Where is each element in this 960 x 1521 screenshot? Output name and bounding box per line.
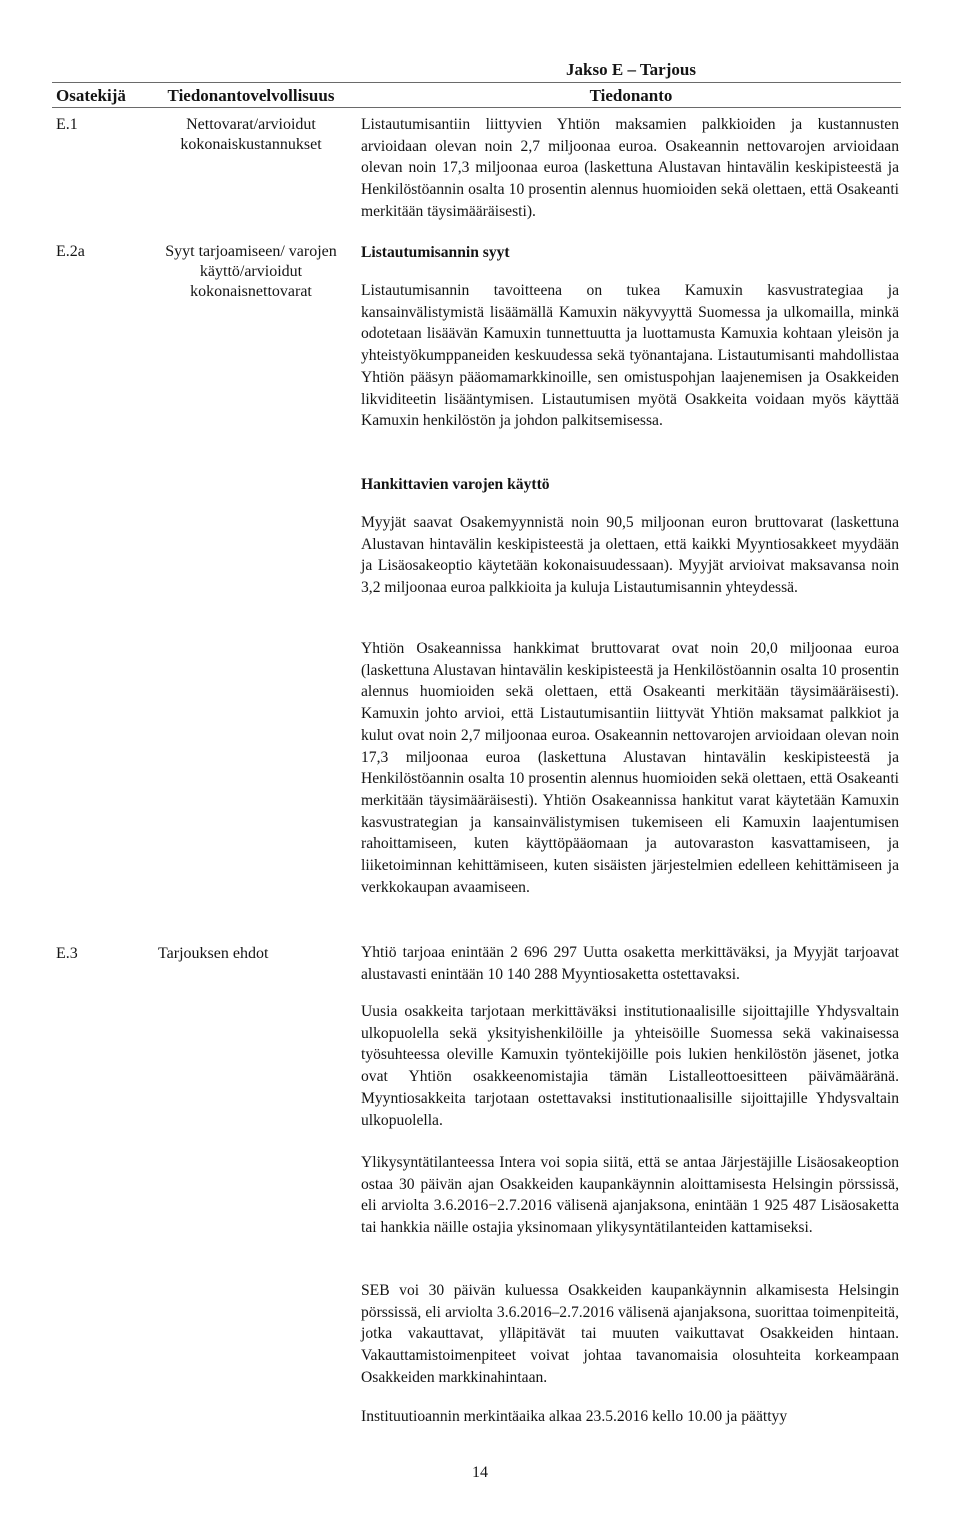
element-label-e2a: Syyt tarjoamiseen/ varojen käyttö/arvioidut kokonaisnettovarat: [165, 243, 337, 300]
column-header-tiedonanto: Tiedonanto: [589, 86, 673, 105]
element-label-e3: Tarjouksen ehdot: [158, 945, 269, 962]
header-rule: [52, 107, 901, 108]
column-header-osatekija: Osatekijä: [56, 86, 126, 105]
subheading-hankittavien-varojen-kaytto: Hankittavien varojen käyttö: [361, 476, 550, 493]
paragraph-e3-4: SEB voi 30 päivän kuluessa Osakkeiden kaupankäynnin alkamisesta Helsingin pörssissä, eli arviolta 3.6.2016–2.7.2016 välisenä ajanjaksona, suorittaa toimenpiteitä, jotka vakauttavat, ylläpitävät tai muuten vaikuttavat Osakkeiden hintaan. Vakauttamistoimenpiteet voivat johtaa tavanomaisia olosuhteita korkeampaan Osakkeiden markkinahintaan.: [361, 1282, 899, 1386]
paragraph-e2a-1: Listautumisannin tavoitteena on tukea Kamuxin kasvustrategiaa ja kansainvälistymistä lisäämällä Kamuxin näkyvyyttä Suomessa ja ulkomailla, minkä odotetaan lisäävän Kamuxin tunnettuutta ja luottamusta Kamuxia kohtaan yleisön ja yhteistyökumppaneiden keskuudessa sekä työnantajana. Listautumisanti mahdollistaa Yhtiön pääsyn pääomamarkkinoille, sen omistuspohjan laajenemisen ja Osakkeiden likviditeetin lisääntymisen. Listautumisen myötä Osakkeita voidaan myös käyttää Kamuxin henkilöstön ja johdon palkitsemisessa.: [361, 282, 899, 430]
section-title: Jakso E – Tarjous: [566, 60, 696, 79]
element-code-e1: E.1: [56, 116, 78, 133]
element-code-e2a: E.2a: [56, 243, 85, 260]
page-number: 14: [472, 1464, 488, 1481]
element-label-e1: Nettovarat/arvioidut kokonaiskustannukset: [180, 116, 322, 153]
paragraph-e3-3: Ylikysyntätilanteessa Intera voi sopia siitä, että se antaa Järjestäjille Lisäosakeoption ostaa 30 päivän ajan Osakkeiden kaupankäynnin aloittamisesta Helsingin pörssissä, eli arviolta 3.6.2016−2.7.2016 välisenä ajanjaksona, enintään 1 925 487 Lisäosaketta tai hankkia näille ostajia yksinomaan ylikysyntätilanteiden kattamiseksi.: [361, 1154, 899, 1237]
paragraph-e3-1: Yhtiö tarjoaa enintään 2 696 297 Uutta osaketta merkittäväksi, ja Myyjät tarjoavat alustavasti enintään 10 140 288 Myyntiosaketta ostettavaksi.: [361, 944, 899, 983]
element-code-e3: E.3: [56, 945, 78, 962]
top-rule: [52, 82, 901, 83]
paragraph-e2a-2: Myyjät saavat Osakemyynnistä noin 90,5 miljoonan euron bruttovarat (laskettuna Alustavan hintavälin keskipisteestä ja olettaen, että kaikki Myyntiosakkeet myydään ja Lisäosakeoptio käytetään kokonaisuudessaan). Myyjät arvioivat maksavansa noin 3,2 miljoonaa euroa palkkioita ja kuluja Listautumisannin yhteydessä.: [361, 514, 899, 597]
paragraph-e2a-3: Yhtiön Osakeannissa hankkimat bruttovarat ovat noin 20,0 miljoonaa euroa (laskettuna Alustavan hintavälin keskipisteestä ja Henkilöstöannin osalta 10 prosentin alennus huomioiden sekä olettaen, että Osakeanti merkitään täysimääräisesti). Kamuxin johto arvioi, että Listautumisantiin liittyvät Yhtiön maksamat palkkiot ja kulut ovat noin 2,7 miljoonaa euroa. Osakeannin nettovarojen arvioidaan olevan noin 17,3 miljoonaa euroa (laskettuna Alustavan hintavälin keskipisteestä ja Henkilöstöannin osalta 10 prosentin alennus huomioiden sekä olettaen, että Osakeanti merkitään täysimääräisesti). Yhtiön Osakeannissa hankitut varat käytetään Kamuxin kasvustrategian ja kansainvälistymisen tukemiseen eli Kamuxin laajentumisen rahoittamiseen, kuten käyttöpääomaan ja autovaraston kasvattamiseen, ja liiketoiminnan kehittämiseen, kuten sisäisten järjestelmien edelleen kehittämiseen ja verkkokaupan avaamiseen.: [361, 640, 899, 896]
paragraph-e3-5: Instituutioannin merkintäaika alkaa 23.5.2016 kello 10.00 ja päättyy: [361, 1408, 788, 1425]
paragraph-e3-2: Uusia osakkeita tarjotaan merkittäväksi institutionaalisille sijoittajille Yhdysvaltain ulkopuolella sekä yksityishenkilöille ja yhteisöille Suomessa sekä vakinaisessa työsuhteessa oleville Kamuxin työntekijöille pois lukien henkilöstön jäsenet, jotka ovat Yhtiön osakkeenomistajia tämän Listalleottoesitteen päivämääränä. Myyntiosakkeita tarjotaan ostettavaksi institutionaalisille sijoittajille Yhdysvaltain ulkopuolella.: [361, 1003, 899, 1129]
subheading-listautumisannin-syyt: Listautumisannin syyt: [361, 244, 510, 261]
paragraph-e1-1: Listautumisantiin liittyvien Yhtiön maksamien palkkioiden ja kustannusten arvioidaan olevan noin 2,7 miljoonaa euroa. Osakeannin nettovarojen arvioidaan olevan noin 17,3 miljoonaa euroa (laskettuna Alustavan hintavälin keskipisteestä ja Henkilöstöannin osalta 10 prosentin alennus huomioiden sekä olettaen, että Osakeanti merkitään täysimääräisesti).: [361, 116, 899, 220]
column-header-tiedonantovelvollisuus: Tiedonantovelvollisuus: [167, 86, 335, 105]
